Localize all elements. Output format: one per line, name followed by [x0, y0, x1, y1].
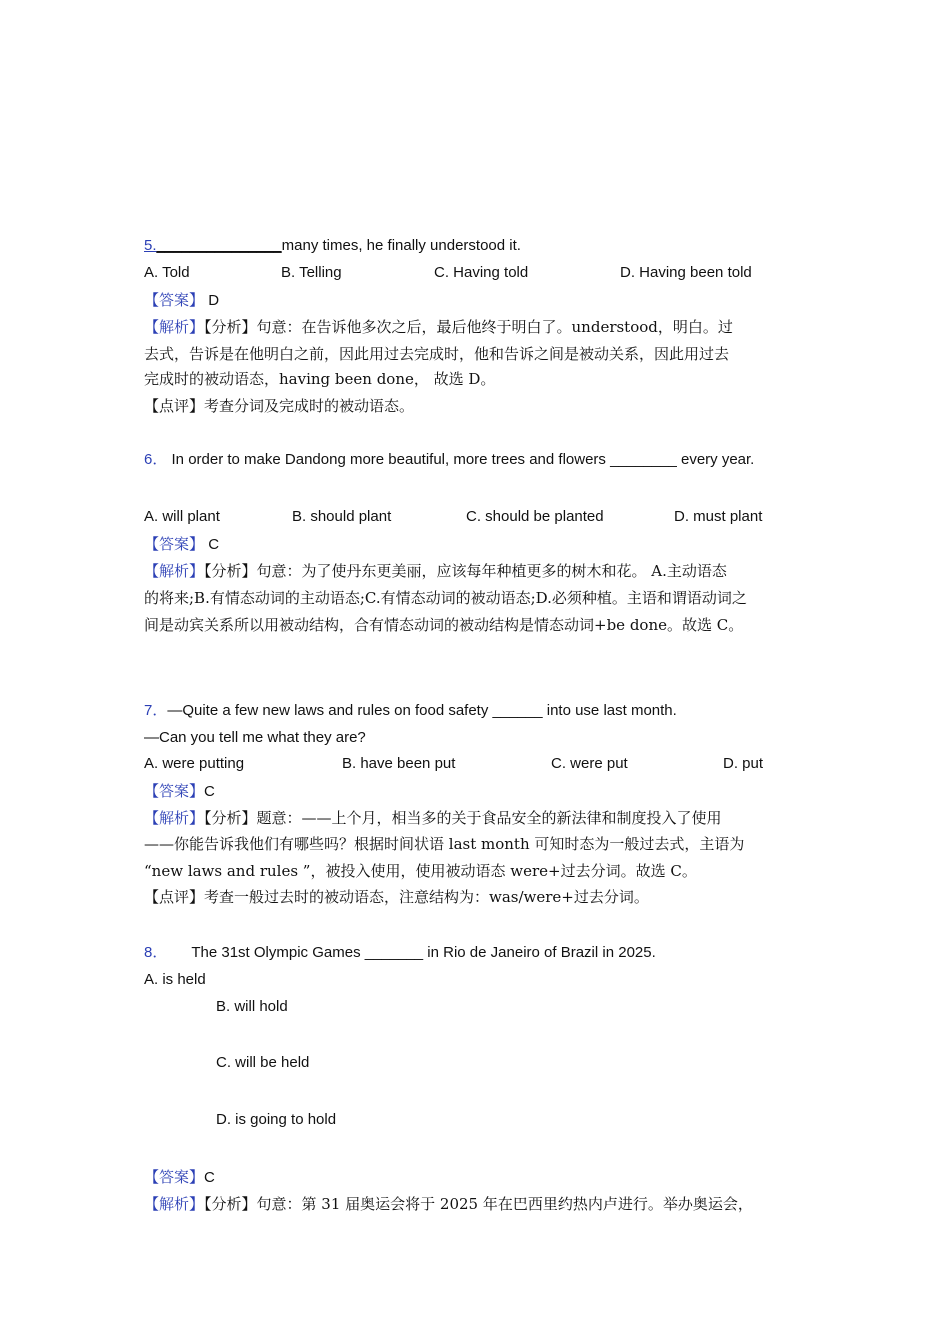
- q7-option-d: D. put: [723, 755, 764, 772]
- q5-number: 5.: [144, 237, 157, 254]
- q6-option-c: C. should be planted: [466, 508, 604, 525]
- q7-stem-text: —Quite a few new laws and rules on food safety ______ into use last month.: [167, 702, 677, 719]
- q7-option-c: C. were put: [551, 755, 628, 772]
- q6-option-a: A. will plant: [144, 508, 220, 525]
- q6-answer-value: C: [208, 536, 220, 553]
- q5-analysis-tag: 【解析】: [144, 318, 205, 336]
- q5-option-b: B. Telling: [281, 264, 342, 281]
- q6-analysis-line-3: 间是动宾关系所以用被动结构，合有情态动词的被动结构是情态动词+be done。故选 C。: [144, 616, 744, 634]
- q6-option-b: B. should plant: [292, 508, 392, 525]
- q5-stem-text: many times, he finally understood it.: [281, 237, 521, 254]
- q8-answer-tag: 【答案】: [144, 1168, 205, 1186]
- q8-analysis-text-1: 【分析】句意：第 31 届奥运会将于 2025 年在巴西里约热内卢进行。举办奥运会，: [204, 1195, 753, 1213]
- q8-analysis-line-1: [144, 1194, 753, 1214]
- q5-comment: 【点评】考查分词及完成时的被动语态。: [144, 397, 415, 415]
- q8-option-a: A. is held: [144, 971, 206, 988]
- q5-analysis-text-1: 【分析】句意：在告诉他多次之后，最后他终于明白了。understood，明白。过: [204, 318, 733, 336]
- q8-answer-value: C: [204, 1169, 215, 1186]
- q6-analysis-text-1: 【分析】句意：为了使丹东更美丽，应该每年种植更多的树木和花。 A.主动语态: [204, 562, 727, 580]
- q5-answer-tag: 【答案】: [144, 291, 205, 309]
- q5-analysis-line-2: 去式，告诉是在他明白之前，因此用过去完成时，他和告诉之间是被动关系，因此用过去: [144, 345, 730, 363]
- q8-number: 8．: [144, 944, 168, 961]
- q8-option-c: C. will be held: [216, 1054, 310, 1071]
- q8-stem-text: The 31st Olympic Games _______ in Rio de Janeiro of Brazil in 2025.: [191, 944, 656, 961]
- q5-analysis-line-1: [144, 317, 733, 337]
- q7-comment: 【点评】考查一般过去时的被动语态，注意结构为：was/were+过去分词。: [144, 888, 649, 906]
- q7-analysis-line-3: “new laws and rules ”，被投入使用，使用被动语态 were+过去分词。故选 C。: [144, 862, 697, 880]
- q6-option-d: D. must plant: [674, 508, 763, 525]
- q8-option-d: D. is going to hold: [216, 1111, 337, 1128]
- q7-number: 7．: [144, 702, 168, 719]
- q8-analysis-tag: 【解析】: [144, 1195, 205, 1213]
- q5-option-a: A. Told: [144, 264, 190, 281]
- q7-analysis-tag: 【解析】: [144, 809, 205, 827]
- q6-answer-tag: 【答案】: [144, 535, 205, 553]
- q6-number: 6．: [144, 451, 168, 468]
- q6-analysis-tag: 【解析】: [144, 562, 205, 580]
- q6-answer: [144, 534, 219, 555]
- q8-option-b: B. will hold: [216, 998, 288, 1015]
- q5-analysis-line-3: 完成时的被动语态，having been done， 故选 D。: [144, 370, 496, 388]
- q6-analysis-line-1: [144, 561, 727, 581]
- q7-option-a: A. were putting: [144, 755, 245, 772]
- q6-stem: [144, 450, 754, 470]
- q7-answer: [144, 781, 215, 802]
- q6-analysis-line-2: 的将来;B.有情态动词的主动语态;C.有情态动词的被动语态;D.必须种植。主语和谓语动词之: [144, 589, 747, 607]
- q5-option-d: D. Having been told: [620, 264, 752, 281]
- q5-option-c: C. Having told: [434, 264, 529, 281]
- q7-analysis-line-1: [144, 808, 722, 828]
- q7-answer-tag: 【答案】: [144, 782, 205, 800]
- q5-answer-value: D: [208, 292, 220, 309]
- q6-stem-text: In order to make Dandong more beautiful, more trees and flowers ________ every year.: [171, 451, 755, 468]
- q5-answer: [144, 290, 219, 311]
- q7-stem: [144, 701, 677, 721]
- q5-stem: [144, 236, 521, 256]
- q7-answer-value: C: [204, 783, 215, 800]
- q7-stem-2: —Can you tell me what they are?: [144, 729, 366, 746]
- q7-analysis-text-1: 【分析】题意：——上个月，相当多的关于食品安全的新法律和制度投入了使用: [204, 809, 722, 827]
- q5-blank: _______________: [156, 237, 282, 254]
- q8-stem: [144, 943, 656, 963]
- q7-option-b: B. have been put: [342, 755, 456, 772]
- q7-analysis-line-2: ——你能告诉我他们有哪些吗？根据时间状语 last month 可知时态为一般过去式，主语为: [144, 835, 745, 853]
- q8-answer: [144, 1167, 215, 1188]
